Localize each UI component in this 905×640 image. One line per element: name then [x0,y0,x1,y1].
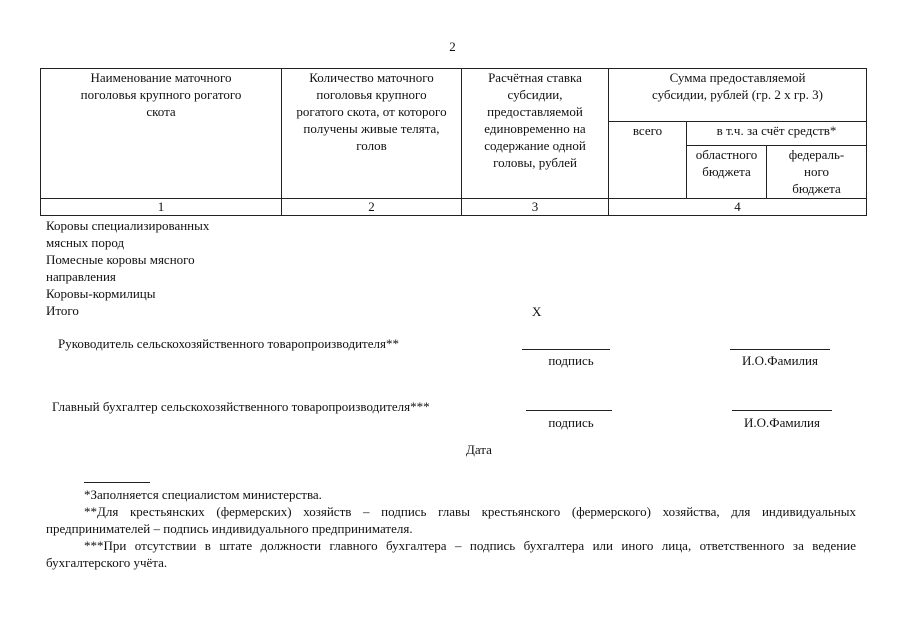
header-subsidy-sum [609,69,867,122]
name-label-head: И.О.Фамилия [742,353,818,368]
row-labels [46,217,286,319]
header-livestock-count-text: Количество маточного поголовья крупного рогатого скота, от которого получены живые телята, голов [296,70,447,153]
header-federal-budget [767,146,867,199]
column-number-4: 4 [609,199,867,216]
column-number-1: 1 [41,199,282,216]
footnote-3 [46,537,856,571]
header-including: в т.ч. за счёт средств* [687,122,867,146]
header-livestock-name-text: Наименование маточного поголовья крупного рогатого скота [80,70,242,119]
row-nurse-cows: Коровы-кормилицы [46,286,156,301]
page-number: 2 [449,39,456,54]
signature-line-head [522,349,610,350]
header-subsidy-rate [462,69,609,199]
signature-label-head: подпись [548,353,594,368]
signature-role-accountant: Главный бухгалтер сельскохозяйственного товаропроизводителя*** [52,399,430,414]
header-federal-budget-text: федераль-ного бюджета [788,147,845,196]
header-subsidy-sum-text: Сумма предоставляемой субсидии, рублей (гр. 2 x гр. 3) [651,70,824,102]
signature-label-accountant: подпись [548,415,594,430]
header-total: всего [609,122,687,199]
footnote-separator [84,482,150,483]
signature-line-accountant [526,410,612,411]
footnote-1-text: *Заполняется специалистом министерства. [84,487,322,502]
footnote-2-text: **Для крестьянских (фермерских) хозяйств – подпись главы крестьянского (фермерского) хозяйства, для индивидуальных предпринимателей – подпись индивидуального предпринимателя. [46,504,856,536]
subsidy-table [40,68,867,216]
date-label: Дата [466,442,492,457]
header-subsidy-rate-text: Расчётная ставка субсидии, предоставляемой единовременно на содержание одной головы, рублей [484,70,586,170]
header-regional-budget [687,146,767,199]
footnote-3-text: ***При отсутствии в штате должности главного бухгалтера – подпись бухгалтера или иного лица, ответственного за ведение бухгалтерского учёта. [46,538,856,570]
row-total: Итого [46,303,79,318]
name-line-head [730,349,830,350]
footnote-2 [46,503,856,537]
column-number-3: 3 [462,199,609,216]
name-line-accountant [732,410,832,411]
header-regional-budget-text: областного бюджета [695,147,758,179]
header-livestock-name [41,69,282,199]
total-rate-mark: X [532,304,542,319]
signature-role-head: Руководитель сельскохозяйственного товаропроизводителя** [58,336,399,351]
footnote-1 [46,486,856,503]
row-crossbred-cows: Помесные коровы мясного направления [46,252,195,284]
header-livestock-count [282,69,462,199]
row-specialized-cows: Коровы специализированных мясных пород [46,218,210,250]
name-label-accountant: И.О.Фамилия [744,415,820,430]
column-number-2: 2 [282,199,462,216]
